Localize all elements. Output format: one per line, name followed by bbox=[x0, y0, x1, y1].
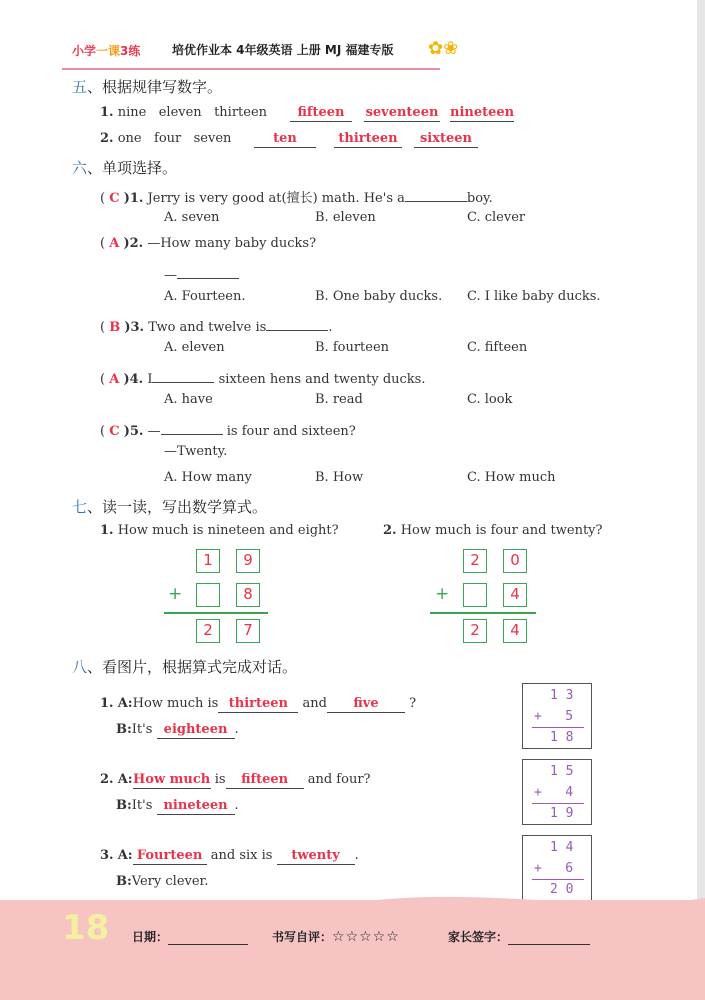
s6-item-2-blank[interactable] bbox=[177, 262, 239, 279]
s8-d3-calc-bottom: 2 0 bbox=[550, 882, 574, 897]
s5-q2-answer-2[interactable]: thirteen bbox=[334, 131, 402, 148]
s8-d2-calc-mid: + 4 bbox=[534, 785, 574, 800]
s8-d2-calc-line bbox=[532, 803, 584, 804]
s6-item-1-opt-a[interactable]: A. seven bbox=[164, 210, 220, 225]
s6-item-2-opt-a[interactable]: A. Fourteen. bbox=[164, 289, 246, 304]
s6-item-2: ( A )2. —How many baby ducks? bbox=[100, 236, 317, 251]
s7-q1-text: 1. How much is nineteen and eight? bbox=[100, 523, 339, 538]
s6-item-3-blank[interactable] bbox=[266, 314, 328, 331]
s6-item-4-opt-a[interactable]: A. have bbox=[164, 392, 213, 407]
footer-date: 日期： bbox=[132, 928, 248, 945]
s5-q2-answer-1[interactable]: ten bbox=[254, 131, 316, 148]
s8-d1-a-answer-1[interactable]: thirteen bbox=[218, 696, 298, 713]
s7-q2-mid-ones[interactable]: 4 bbox=[503, 583, 527, 607]
s7-q1-bottom-tens[interactable]: 2 bbox=[196, 619, 220, 643]
s7-q2-plus-sign: + bbox=[435, 584, 450, 604]
s8-d2-a-answer-1[interactable]: How much bbox=[132, 772, 211, 787]
s7-q2-bottom-tens[interactable]: 2 bbox=[463, 619, 487, 643]
s6-item-4-answer[interactable]: A bbox=[109, 372, 120, 387]
s8-d1-b-answer[interactable]: eighteen bbox=[157, 722, 235, 739]
s7-q1-plus-sign: + bbox=[168, 584, 183, 604]
s8-d1-calc-line bbox=[532, 727, 584, 728]
s6-item-1-blank[interactable] bbox=[405, 185, 467, 202]
page-number: 18 bbox=[62, 908, 110, 948]
s5-q2: 2. one four seven bbox=[100, 131, 232, 146]
s6-item-1-answer[interactable]: C bbox=[109, 191, 120, 206]
s8-d3-a: 3. A: Fourteen and six is twenty . bbox=[100, 848, 359, 863]
s6-item-3-answer[interactable]: B bbox=[109, 320, 121, 335]
s8-d2-a-answer-2[interactable]: fifteen bbox=[226, 772, 304, 789]
s7-q1-mid-tens[interactable] bbox=[196, 583, 220, 607]
s7-q2-mid-tens[interactable] bbox=[463, 583, 487, 607]
s6-item-2-line2: — bbox=[164, 262, 239, 283]
s8-d3-calc-top: 1 4 bbox=[550, 840, 574, 855]
header bbox=[72, 40, 140, 59]
section-7-heading: 七、读一读，写出数学算式。 bbox=[72, 498, 268, 516]
s8-d3-b: B:Very clever. bbox=[116, 874, 209, 889]
s5-q1-answer-1[interactable]: fifteen bbox=[290, 105, 352, 122]
s6-item-2-opt-b[interactable]: B. One baby ducks. bbox=[315, 289, 443, 304]
s6-item-4-blank[interactable] bbox=[152, 366, 214, 383]
s7-q1-top-ones[interactable]: 9 bbox=[236, 549, 260, 573]
page-edge bbox=[697, 0, 705, 1000]
s6-item-4-opt-c[interactable]: C. look bbox=[467, 392, 513, 407]
parent-sign-field[interactable] bbox=[508, 932, 590, 945]
s7-q2-bottom-ones[interactable]: 4 bbox=[503, 619, 527, 643]
s8-d3-a-answer-1[interactable]: Fourteen bbox=[133, 848, 207, 865]
s5-q1-answer-2[interactable]: seventeen bbox=[365, 105, 439, 120]
s6-item-2-answer[interactable]: A bbox=[109, 236, 120, 251]
s8-d1-calc-top: 1 3 bbox=[550, 688, 574, 703]
s6-item-1-opt-c[interactable]: C. clever bbox=[467, 210, 526, 225]
s8-d2-b: B:It's nineteen . bbox=[116, 798, 239, 813]
s8-d1-calc-mid: + 5 bbox=[534, 709, 574, 724]
s7-q1-top-tens[interactable]: 1 bbox=[196, 549, 220, 573]
section-6-heading: 六、单项选择。 bbox=[72, 159, 178, 177]
s8-d2-calc-bottom: 1 9 bbox=[550, 806, 574, 821]
s8-d2-b-answer[interactable]: nineteen bbox=[157, 798, 235, 815]
brand-logo: 小学一课3练 bbox=[72, 44, 141, 58]
s7-q2-sum-line bbox=[430, 612, 536, 614]
s6-item-1: ( C )1. Jerry is very good at(擅长) math. He's a boy. bbox=[100, 185, 493, 206]
flower-icon: ✿❀ bbox=[428, 38, 459, 59]
header-title: 培优作业本 4年级英语 上册 MJ 福建专版 bbox=[172, 43, 394, 57]
s8-d1-a: 1. A:How much is thirteen and five ? bbox=[100, 696, 417, 711]
s6-item-4-opt-b[interactable]: B. read bbox=[315, 392, 363, 407]
s8-d1-b: B:It's eighteen . bbox=[116, 722, 239, 737]
s6-item-4: ( A )4. I sixteen hens and twenty ducks. bbox=[100, 366, 425, 387]
s7-q2-text: 2. How much is four and twenty? bbox=[383, 523, 603, 538]
s7-q1-sum-line bbox=[164, 612, 268, 614]
section-5-heading: 五、根据规律写数字。 bbox=[72, 78, 223, 96]
s6-item-5-blank[interactable] bbox=[161, 418, 223, 435]
s5-q1-answer-3[interactable]: nineteen bbox=[450, 105, 515, 120]
s6-item-2-opt-c[interactable]: C. I like baby ducks. bbox=[467, 289, 601, 304]
s6-item-5-opt-b[interactable]: B. How bbox=[315, 470, 364, 485]
s8-d2-a: 2. A:How much is fifteen and four? bbox=[100, 772, 371, 787]
header-divider bbox=[62, 68, 440, 70]
s7-q1-mid-ones[interactable]: 8 bbox=[236, 583, 260, 607]
s6-item-5-answer[interactable]: C bbox=[109, 424, 120, 439]
rating-stars[interactable]: ☆☆☆☆☆ bbox=[332, 929, 400, 945]
s6-item-1-opt-b[interactable]: B. eleven bbox=[315, 210, 376, 225]
s7-q2-top-ones[interactable]: 0 bbox=[503, 549, 527, 573]
date-field[interactable] bbox=[168, 932, 248, 945]
footer-self-eval: 书写自评：☆☆☆☆☆ bbox=[272, 929, 400, 945]
s6-item-5-line2: —Twenty. bbox=[164, 444, 228, 459]
s6-item-5-opt-a[interactable]: A. How many bbox=[164, 470, 252, 485]
s6-item-3-opt-c[interactable]: C. fifteen bbox=[467, 340, 528, 355]
s8-d1-calc-bottom: 1 8 bbox=[550, 730, 574, 745]
s8-d2-calc-top: 1 5 bbox=[550, 764, 574, 779]
s5-q1: 1. nine eleven thirteen bbox=[100, 105, 268, 120]
s6-item-3-opt-b[interactable]: B. fourteen bbox=[315, 340, 390, 355]
s8-d3-a-answer-2[interactable]: twenty bbox=[277, 848, 355, 865]
s7-q1-bottom-ones[interactable]: 7 bbox=[236, 619, 260, 643]
s8-d3-calc-mid: + 6 bbox=[534, 861, 574, 876]
section-8-heading: 八、看图片，根据算式完成对话。 bbox=[72, 658, 298, 676]
footer-parent-sign: 家长签字： bbox=[448, 928, 590, 945]
s6-item-5: ( C )5. — is four and sixteen? bbox=[100, 418, 356, 439]
s6-item-5-opt-c[interactable]: C. How much bbox=[467, 470, 556, 485]
s7-q2-top-tens[interactable]: 2 bbox=[463, 549, 487, 573]
s6-item-3: ( B )3. Two and twelve is . bbox=[100, 314, 332, 335]
s6-item-3-opt-a[interactable]: A. eleven bbox=[164, 340, 225, 355]
s8-d1-a-answer-2[interactable]: five bbox=[327, 696, 405, 713]
s5-q2-answer-3[interactable]: sixteen bbox=[414, 131, 478, 148]
